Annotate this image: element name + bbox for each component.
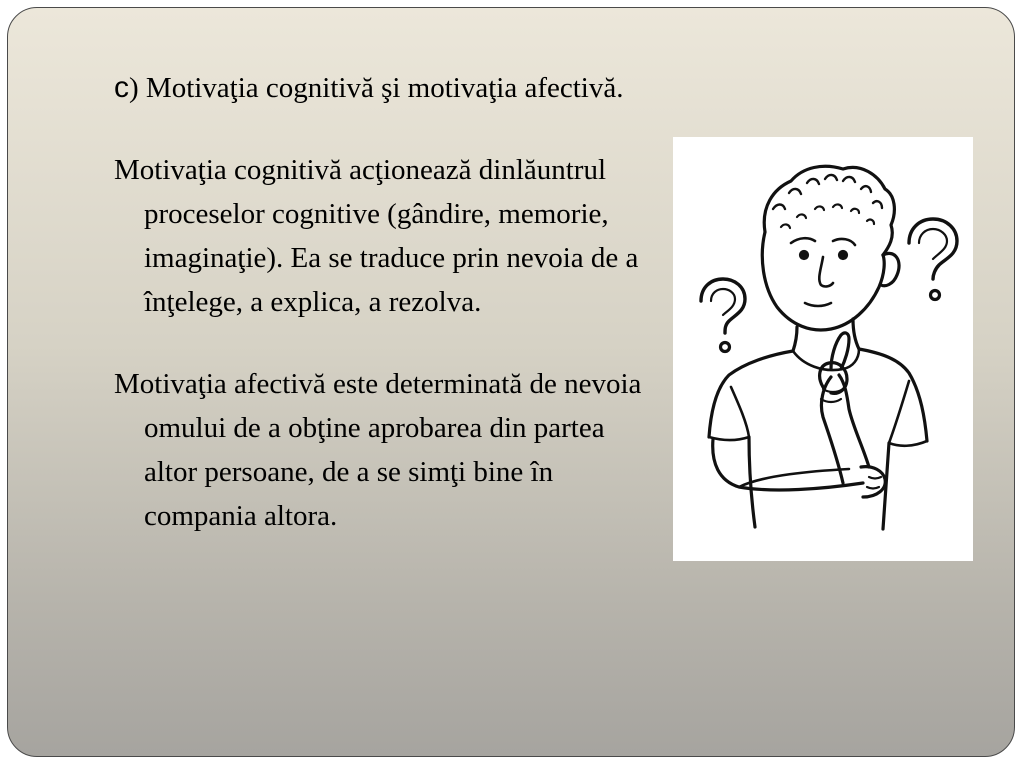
heading-text: ) Motivaţia cognitivă şi motivaţia afectivă. [129, 72, 624, 104]
paragraph-cognitive: Motivaţia cognitivă acţionează dinlăuntrul proceselor cognitive (gândire, memorie, imaginaţie). Ea se traduce prin nevoia de a înţelege, a explica, a rezolva. [114, 154, 639, 318]
question-mark-left-icon [701, 279, 745, 352]
heading-item [114, 66, 654, 110]
slide [7, 7, 1015, 757]
thinking-person-icon [673, 137, 973, 561]
slide-text [114, 66, 654, 538]
heading-letter: c [114, 71, 129, 104]
paragraph-affective: Motivaţia afectivă este determinată de nevoia omului de a obţine aprobarea din partea altor persoane, de a se simţi bine în compania altora. [114, 368, 642, 532]
thinking-person-illustration [673, 137, 973, 561]
question-mark-right-icon [909, 219, 957, 300]
